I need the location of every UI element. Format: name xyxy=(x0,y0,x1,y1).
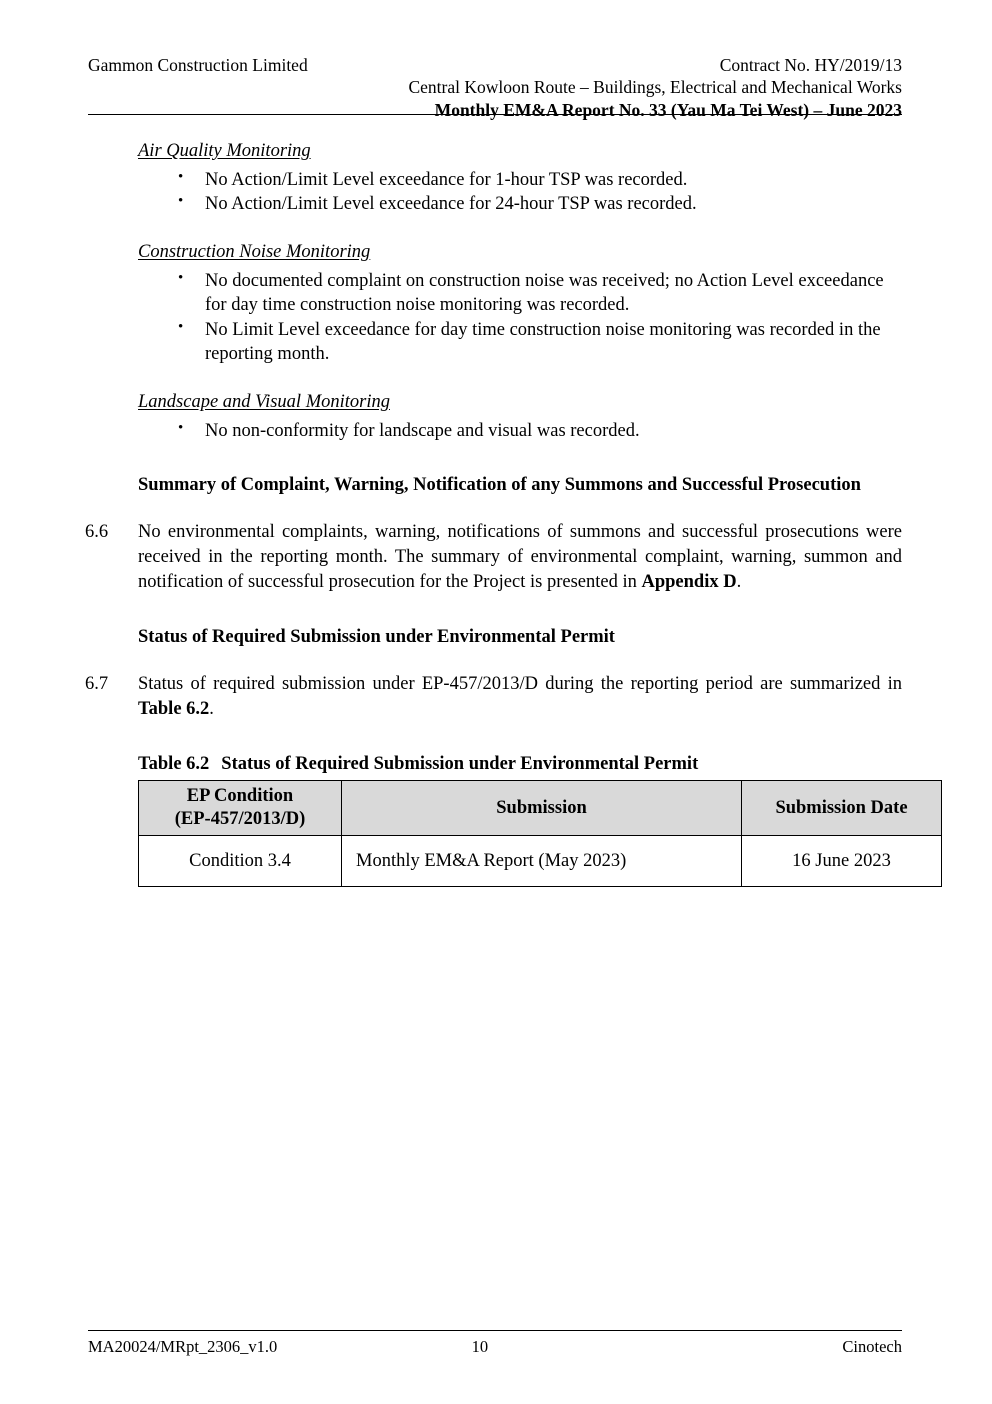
list-air-quality-bullets xyxy=(85,168,902,217)
heading-ep-submission-status: Status of Required Submission under Environmental Permit xyxy=(138,627,615,648)
paragraph-text-lead: Status of required submission under EP-457/2013/D during the reporting period are summarized in xyxy=(138,674,902,695)
list-item: • No non-conformity for landscape and visual was recorded. xyxy=(178,419,902,444)
table-header xyxy=(139,781,942,836)
table-header-row xyxy=(139,781,942,836)
cell-submission-date: 16 June 2023 xyxy=(742,836,942,887)
column-header-ep-condition xyxy=(139,781,342,836)
header-report-title: Monthly EM&A Report No. 33 (Yau Ma Tei West) – June 2023 xyxy=(434,100,902,121)
list-item: • No Action/Limit Level exceedance for 1-hour TSP was recorded. xyxy=(178,168,902,193)
heading-air-quality-monitoring: Air Quality Monitoring xyxy=(138,141,311,161)
header-company-name: Gammon Construction Limited xyxy=(88,55,308,75)
heading-complaint-summary: Summary of Complaint, Warning, Notification of any Summons and Successful Prosecution xyxy=(138,475,861,496)
clause-6-7 xyxy=(85,672,902,722)
table-caption-label: Table 6.2 xyxy=(138,754,210,775)
column-header-line-2: (EP-457/2013/D) xyxy=(174,809,306,830)
footer-divider-rule xyxy=(88,1330,902,1331)
cell-submission: Monthly EM&A Report (May 2023) xyxy=(342,836,742,887)
column-header-line-1: EP Condition xyxy=(186,786,294,807)
list-item: • No documented complaint on construction noise was received; no Action Level exceedance for day time construction noise monitoring was recorded. xyxy=(178,269,902,318)
spacer xyxy=(85,595,902,625)
table-caption xyxy=(138,752,902,776)
clause-paragraph xyxy=(138,520,902,595)
cell-ep-condition: Condition 3.4 xyxy=(139,836,342,887)
header-contract-number: Contract No. HY/2019/13 xyxy=(719,55,902,75)
table-body xyxy=(139,836,942,887)
header-divider-rule xyxy=(88,114,902,115)
clause-number: 6.7 xyxy=(85,674,109,695)
table-row xyxy=(139,836,942,887)
spacer xyxy=(85,722,902,752)
paragraph-reference-appendix-d: Appendix D xyxy=(641,572,737,593)
paragraph-text-trail: . xyxy=(209,699,214,720)
spacer xyxy=(85,443,902,473)
list-construction-noise-bullets xyxy=(85,269,902,367)
page-footer xyxy=(88,1337,902,1357)
table-ep-submission-status xyxy=(138,780,942,887)
paragraph-text-trail: . xyxy=(736,572,742,593)
paragraph-text-lead: No environmental complaints, warning, notifications of summons and successful prosecutions were received in the reporting month. The summary of environmental complaint, warning, summon and notification of successful prosecution for the Project is presented in xyxy=(138,522,902,593)
footer-page-number: 10 xyxy=(471,1337,489,1356)
spacer xyxy=(85,217,902,239)
document-content xyxy=(85,138,908,887)
footer-document-reference: MA20024/MRpt_2306_v1.0 xyxy=(88,1337,278,1356)
page-header xyxy=(88,54,902,122)
header-project-title: Central Kowloon Route – Buildings, Electrical and Mechanical Works xyxy=(408,77,902,98)
table-caption-title: Status of Required Submission under Environmental Permit xyxy=(221,754,699,775)
header-row-primary xyxy=(88,54,902,76)
clause-6-6 xyxy=(85,520,902,595)
paragraph-reference-table-6-2: Table 6.2 xyxy=(138,699,210,720)
footer-consultant-name: Cinotech xyxy=(842,1337,902,1356)
column-header-submission-date: Submission Date xyxy=(742,781,942,836)
clause-paragraph xyxy=(138,672,902,722)
spacer xyxy=(85,650,902,672)
spacer xyxy=(85,498,902,520)
spacer xyxy=(85,367,902,389)
heading-construction-noise-monitoring: Construction Noise Monitoring xyxy=(138,241,371,262)
list-landscape-visual-bullets xyxy=(85,419,902,444)
column-header-submission: Submission xyxy=(342,781,742,836)
heading-landscape-visual-monitoring: Landscape and Visual Monitoring xyxy=(138,392,390,413)
list-item: • No Limit Level exceedance for day time construction noise monitoring was recorded in the reporting month. xyxy=(178,318,902,367)
list-item: • No Action/Limit Level exceedance for 24-hour TSP was recorded. xyxy=(178,192,902,217)
clause-number: 6.6 xyxy=(85,522,109,543)
